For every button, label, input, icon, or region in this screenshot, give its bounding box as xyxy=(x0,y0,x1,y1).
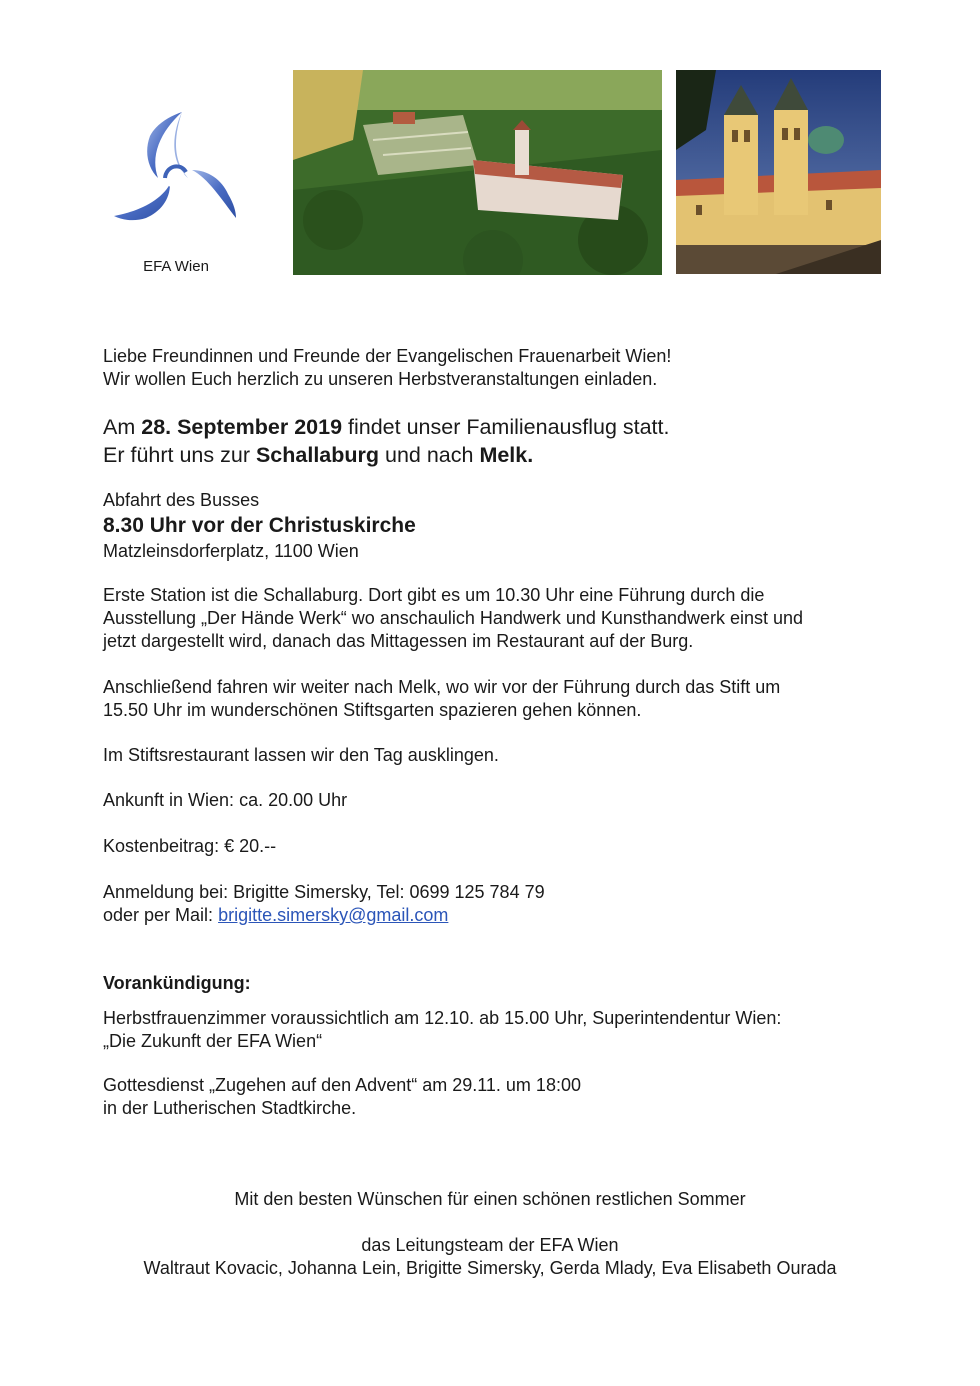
paragraph-1 xyxy=(103,584,803,653)
headline-line-1: Am 28. September 2019 findet unser Familienausflug statt. xyxy=(103,415,670,439)
email-link[interactable]: brigitte.simersky@gmail.com xyxy=(218,905,449,925)
melk-abbey-photo xyxy=(676,70,881,274)
paragraph-1-line-1: Erste Station ist die Schallaburg. Dort gibt es um 10.30 Uhr eine Führung durch die xyxy=(103,585,765,605)
logo-caption: EFA Wien xyxy=(143,258,209,275)
triple-swirl-logo-icon xyxy=(108,108,242,232)
closing-wish: Mit den besten Wünschen für einen schönen restlichen Sommer xyxy=(234,1189,746,1209)
preview-item-2 xyxy=(103,1074,581,1120)
closing-names: Waltraut Kovacic, Johanna Lein, Brigitte Simersky, Gerda Mlady, Eva Elisabeth Ourada xyxy=(143,1258,837,1278)
intro-line-1: Liebe Freundinnen und Freunde der Evangelischen Frauenarbeit Wien! xyxy=(103,346,672,366)
paragraph-1-line-3: jetzt dargestellt wird, danach das Mittagessen im Restaurant auf der Burg. xyxy=(103,631,694,651)
preview-item-2-line-1: Gottesdienst „Zugehen auf den Advent“ am 29.11. um 18:00 xyxy=(103,1075,581,1095)
departure-address: Matzleinsdorferplatz, 1100 Wien xyxy=(103,541,359,561)
departure-label: Abfahrt des Busses xyxy=(103,490,260,510)
intro-line-2: Wir wollen Euch herzlich zu unseren Herbstveranstaltungen einladen. xyxy=(103,369,658,389)
paragraph-2-line-2: 15.50 Uhr im wunderschönen Stiftsgarten spazieren gehen können. xyxy=(103,700,642,720)
preview-item-1-line-1: Herbstfrauenzimmer voraussichtlich am 12.10. ab 15.00 Uhr, Superintendentur Wien: xyxy=(103,1008,782,1028)
efa-logo xyxy=(108,108,242,232)
departure-time-place: 8.30 Uhr vor der Christuskirche xyxy=(103,514,416,537)
intro-paragraph xyxy=(103,345,671,391)
registration-phone: Anmeldung bei: Brigitte Simersky, Tel: 0699 125 784 79 xyxy=(103,882,545,902)
arrival-info: Ankunft in Wien: ca. 20.00 Uhr xyxy=(103,790,348,810)
closing-team: das Leitungsteam der EFA Wien xyxy=(361,1235,619,1255)
preview-item-1 xyxy=(103,1007,781,1053)
mail-label: oder per Mail: xyxy=(103,905,219,925)
registration-info xyxy=(103,881,545,927)
headline-line-2: Er führt uns zur Schallaburg und nach Melk. xyxy=(103,443,534,467)
headline xyxy=(103,413,669,469)
paragraph-2-line-1: Anschließend fahren wir weiter nach Melk, wo wir vor der Führung durch das Stift um xyxy=(103,677,781,697)
departure-info xyxy=(103,489,416,563)
schallaburg-castle-aerial-photo xyxy=(293,70,662,275)
preview-heading: Vorankündigung: xyxy=(103,973,251,993)
registration-mail xyxy=(103,904,545,927)
cost-info: Kostenbeitrag: € 20.-- xyxy=(103,836,277,856)
paragraph-2 xyxy=(103,676,780,722)
paragraph-1-line-2: Ausstellung „Der Hände Werk“ wo anschaulich Handwerk und Kunsthandwerk einst und xyxy=(103,608,804,628)
preview-item-1-line-2: „Die Zukunft der EFA Wien“ xyxy=(103,1031,323,1051)
preview-item-2-line-2: in der Lutherischen Stadtkirche. xyxy=(103,1098,357,1118)
paragraph-3: Im Stiftsrestaurant lassen wir den Tag ausklingen. xyxy=(103,745,499,765)
